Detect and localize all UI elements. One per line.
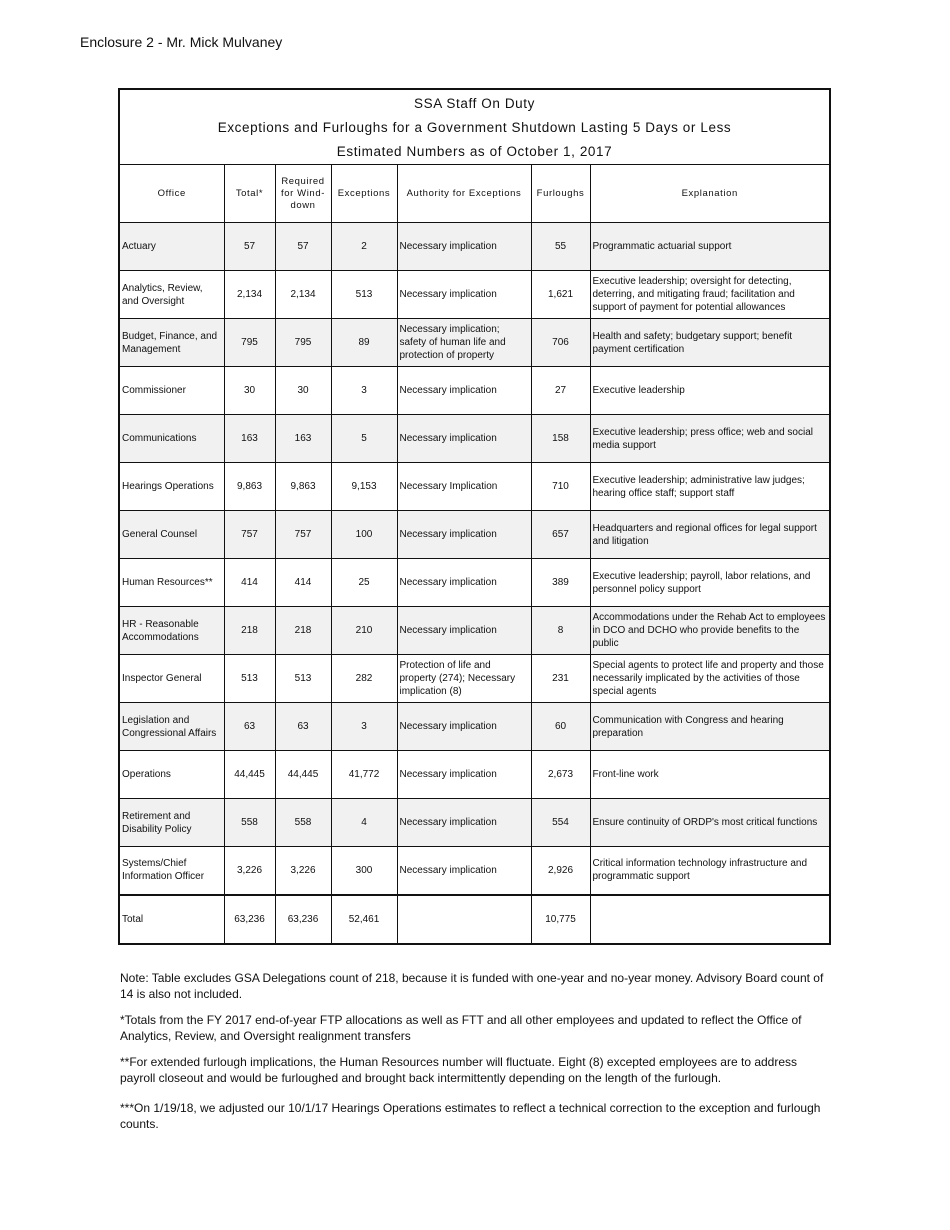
- cell-required: 795: [275, 319, 331, 367]
- cell-furloughs: 710: [531, 463, 590, 511]
- table-subtitle: Exceptions and Furloughs for a Government Shutdown Lasting 5 Days or Less: [217, 120, 732, 135]
- table-row: [120, 463, 829, 511]
- cell-furloughs: 60: [531, 703, 590, 751]
- cell-exceptions: 513: [331, 271, 397, 319]
- cell-total: 218: [224, 607, 275, 655]
- cell-required: 63: [275, 703, 331, 751]
- cell-authority: Necessary implication: [397, 751, 531, 799]
- cell-exceptions: 282: [331, 655, 397, 703]
- note-hearings-correction: ***On 1/19/18, we adjusted our 10/1/17 Hearings Operations estimates to reflect a technical correction to the exception and furlough counts.: [120, 1101, 821, 1131]
- cell-office: Operations: [120, 751, 224, 799]
- cell-exceptions: 300: [331, 847, 397, 895]
- cell-explanation: Health and safety; budgetary support; benefit payment certification: [590, 319, 829, 367]
- table-row: [120, 415, 829, 463]
- header-total: Total*: [224, 165, 275, 223]
- cell-explanation: Front-line work: [590, 751, 829, 799]
- cell-required: 163: [275, 415, 331, 463]
- cell-authority: Necessary implication: [397, 511, 531, 559]
- cell-furloughs: 55: [531, 223, 590, 271]
- total-authority: [397, 895, 531, 943]
- cell-office: Human Resources**: [120, 559, 224, 607]
- cell-authority: Necessary implication: [397, 223, 531, 271]
- cell-explanation: Programmatic actuarial support: [590, 223, 829, 271]
- table-row: [120, 223, 829, 271]
- footnotes: [120, 970, 832, 1142]
- cell-exceptions: 100: [331, 511, 397, 559]
- cell-total: 3,226: [224, 847, 275, 895]
- header-required: Required for Wind-down: [275, 165, 331, 223]
- cell-furloughs: 231: [531, 655, 590, 703]
- cell-office: Budget, Finance, and Management: [120, 319, 224, 367]
- cell-furloughs: 706: [531, 319, 590, 367]
- table-row: [120, 799, 829, 847]
- table-date-line: Estimated Numbers as of October 1, 2017: [336, 144, 613, 159]
- cell-office: Retirement and Disability Policy: [120, 799, 224, 847]
- table-row: [120, 607, 829, 655]
- cell-office: General Counsel: [120, 511, 224, 559]
- cell-explanation: Executive leadership: [590, 367, 829, 415]
- table-header-row: [120, 165, 829, 223]
- table-row: [120, 367, 829, 415]
- cell-exceptions: 2: [331, 223, 397, 271]
- table-title-block: [120, 90, 829, 165]
- note-human-resources: **For extended furlough implications, the Human Resources number will fluctuate. Eight (8) excepted employees are to address payroll closeout and would be furloughed and brought back intermittently depending on the length of the furlough.: [120, 1055, 798, 1085]
- cell-authority: Necessary implication; safety of human life and protection of property: [397, 319, 531, 367]
- cell-total: 414: [224, 559, 275, 607]
- cell-exceptions: 41,772: [331, 751, 397, 799]
- cell-explanation: Headquarters and regional offices for legal support and litigation: [590, 511, 829, 559]
- cell-required: 30: [275, 367, 331, 415]
- table-row: [120, 511, 829, 559]
- cell-authority: Necessary implication: [397, 847, 531, 895]
- cell-exceptions: 9,153: [331, 463, 397, 511]
- cell-authority: Necessary implication: [397, 607, 531, 655]
- cell-furloughs: 8: [531, 607, 590, 655]
- header-explanation: Explanation: [590, 165, 829, 223]
- note-totals: *Totals from the FY 2017 end-of-year FTP allocations as well as FTT and all other employees and updated to reflect the Office of Analytics, Review, and Oversight realignment transfers: [120, 1013, 802, 1043]
- cell-explanation: Ensure continuity of ORDP's most critical functions: [590, 799, 829, 847]
- cell-office: HR - Reasonable Accommodations: [120, 607, 224, 655]
- table-title: SSA Staff On Duty: [413, 96, 535, 111]
- cell-explanation: Critical information technology infrastructure and programmatic support: [590, 847, 829, 895]
- cell-furloughs: 2,926: [531, 847, 590, 895]
- table-body: [120, 223, 829, 943]
- header-furloughs: Furloughs: [531, 165, 590, 223]
- cell-office: Inspector General: [120, 655, 224, 703]
- cell-total: 2,134: [224, 271, 275, 319]
- total-explanation: [590, 895, 829, 943]
- cell-required: 3,226: [275, 847, 331, 895]
- cell-authority: Necessary implication: [397, 703, 531, 751]
- cell-total: 757: [224, 511, 275, 559]
- cell-exceptions: 4: [331, 799, 397, 847]
- cell-required: 513: [275, 655, 331, 703]
- cell-explanation: Accommodations under the Rehab Act to employees in DCO and DCHO who provide benefits to the public: [590, 607, 829, 655]
- cell-explanation: Communication with Congress and hearing preparation: [590, 703, 829, 751]
- cell-total: 558: [224, 799, 275, 847]
- cell-required: 44,445: [275, 751, 331, 799]
- cell-explanation: Special agents to protect life and property and those necessarily implicated by the activities of those special agents: [590, 655, 829, 703]
- cell-office: Systems/Chief Information Officer: [120, 847, 224, 895]
- table-row: [120, 559, 829, 607]
- cell-explanation: Executive leadership; payroll, labor relations, and personnel policy support: [590, 559, 829, 607]
- cell-exceptions: 210: [331, 607, 397, 655]
- cell-office: Commissioner: [120, 367, 224, 415]
- table-row: [120, 703, 829, 751]
- cell-furloughs: 158: [531, 415, 590, 463]
- table-total-row: [120, 895, 829, 943]
- cell-furloughs: 554: [531, 799, 590, 847]
- table-row: [120, 655, 829, 703]
- cell-office: Analytics, Review, and Oversight: [120, 271, 224, 319]
- total-label: Total: [120, 895, 224, 943]
- cell-authority: Necessary implication: [397, 415, 531, 463]
- enclosure-heading: Enclosure 2 - Mr. Mick Mulvaney: [80, 34, 283, 50]
- cell-furloughs: 1,621: [531, 271, 590, 319]
- cell-office: Hearings Operations: [120, 463, 224, 511]
- cell-exceptions: 25: [331, 559, 397, 607]
- total-furloughs: 10,775: [531, 895, 590, 943]
- cell-total: 57: [224, 223, 275, 271]
- note-exclusions: Note: Table excludes GSA Delegations count of 218, because it is funded with one-year and no-year money. Advisory Board count of 14 is also not included.: [120, 971, 824, 1001]
- cell-required: 57: [275, 223, 331, 271]
- cell-authority: Necessary implication: [397, 367, 531, 415]
- cell-explanation: Executive leadership; oversight for detecting, deterring, and mitigating fraud; facilitation and support of payment for potential allowances: [590, 271, 829, 319]
- total-exceptions: 52,461: [331, 895, 397, 943]
- table-row: [120, 271, 829, 319]
- cell-exceptions: 5: [331, 415, 397, 463]
- cell-total: 63: [224, 703, 275, 751]
- staff-table-container: [118, 88, 831, 945]
- cell-exceptions: 3: [331, 367, 397, 415]
- staff-table: [120, 165, 829, 943]
- cell-explanation: Executive leadership; administrative law judges; hearing office staff; support staff: [590, 463, 829, 511]
- cell-required: 757: [275, 511, 331, 559]
- cell-authority: Necessary implication: [397, 799, 531, 847]
- cell-office: Legislation and Congressional Affairs: [120, 703, 224, 751]
- table-row: [120, 319, 829, 367]
- cell-office: Communications: [120, 415, 224, 463]
- cell-exceptions: 89: [331, 319, 397, 367]
- cell-authority: Necessary Implication: [397, 463, 531, 511]
- cell-furloughs: 27: [531, 367, 590, 415]
- cell-furloughs: 2,673: [531, 751, 590, 799]
- table-row: [120, 751, 829, 799]
- cell-total: 44,445: [224, 751, 275, 799]
- cell-total: 163: [224, 415, 275, 463]
- cell-required: 414: [275, 559, 331, 607]
- cell-explanation: Executive leadership; press office; web and social media support: [590, 415, 829, 463]
- cell-furloughs: 657: [531, 511, 590, 559]
- cell-total: 9,863: [224, 463, 275, 511]
- cell-required: 558: [275, 799, 331, 847]
- cell-required: 218: [275, 607, 331, 655]
- cell-required: 9,863: [275, 463, 331, 511]
- header-authority: Authority for Exceptions: [397, 165, 531, 223]
- cell-exceptions: 3: [331, 703, 397, 751]
- cell-total: 795: [224, 319, 275, 367]
- cell-total: 30: [224, 367, 275, 415]
- header-office: Office: [120, 165, 224, 223]
- header-exceptions: Exceptions: [331, 165, 397, 223]
- cell-authority: Protection of life and property (274); Necessary implication (8): [397, 655, 531, 703]
- cell-authority: Necessary implication: [397, 559, 531, 607]
- cell-furloughs: 389: [531, 559, 590, 607]
- cell-total: 513: [224, 655, 275, 703]
- cell-office: Actuary: [120, 223, 224, 271]
- total-total: 63,236: [224, 895, 275, 943]
- cell-authority: Necessary implication: [397, 271, 531, 319]
- table-row: [120, 847, 829, 895]
- cell-required: 2,134: [275, 271, 331, 319]
- total-required: 63,236: [275, 895, 331, 943]
